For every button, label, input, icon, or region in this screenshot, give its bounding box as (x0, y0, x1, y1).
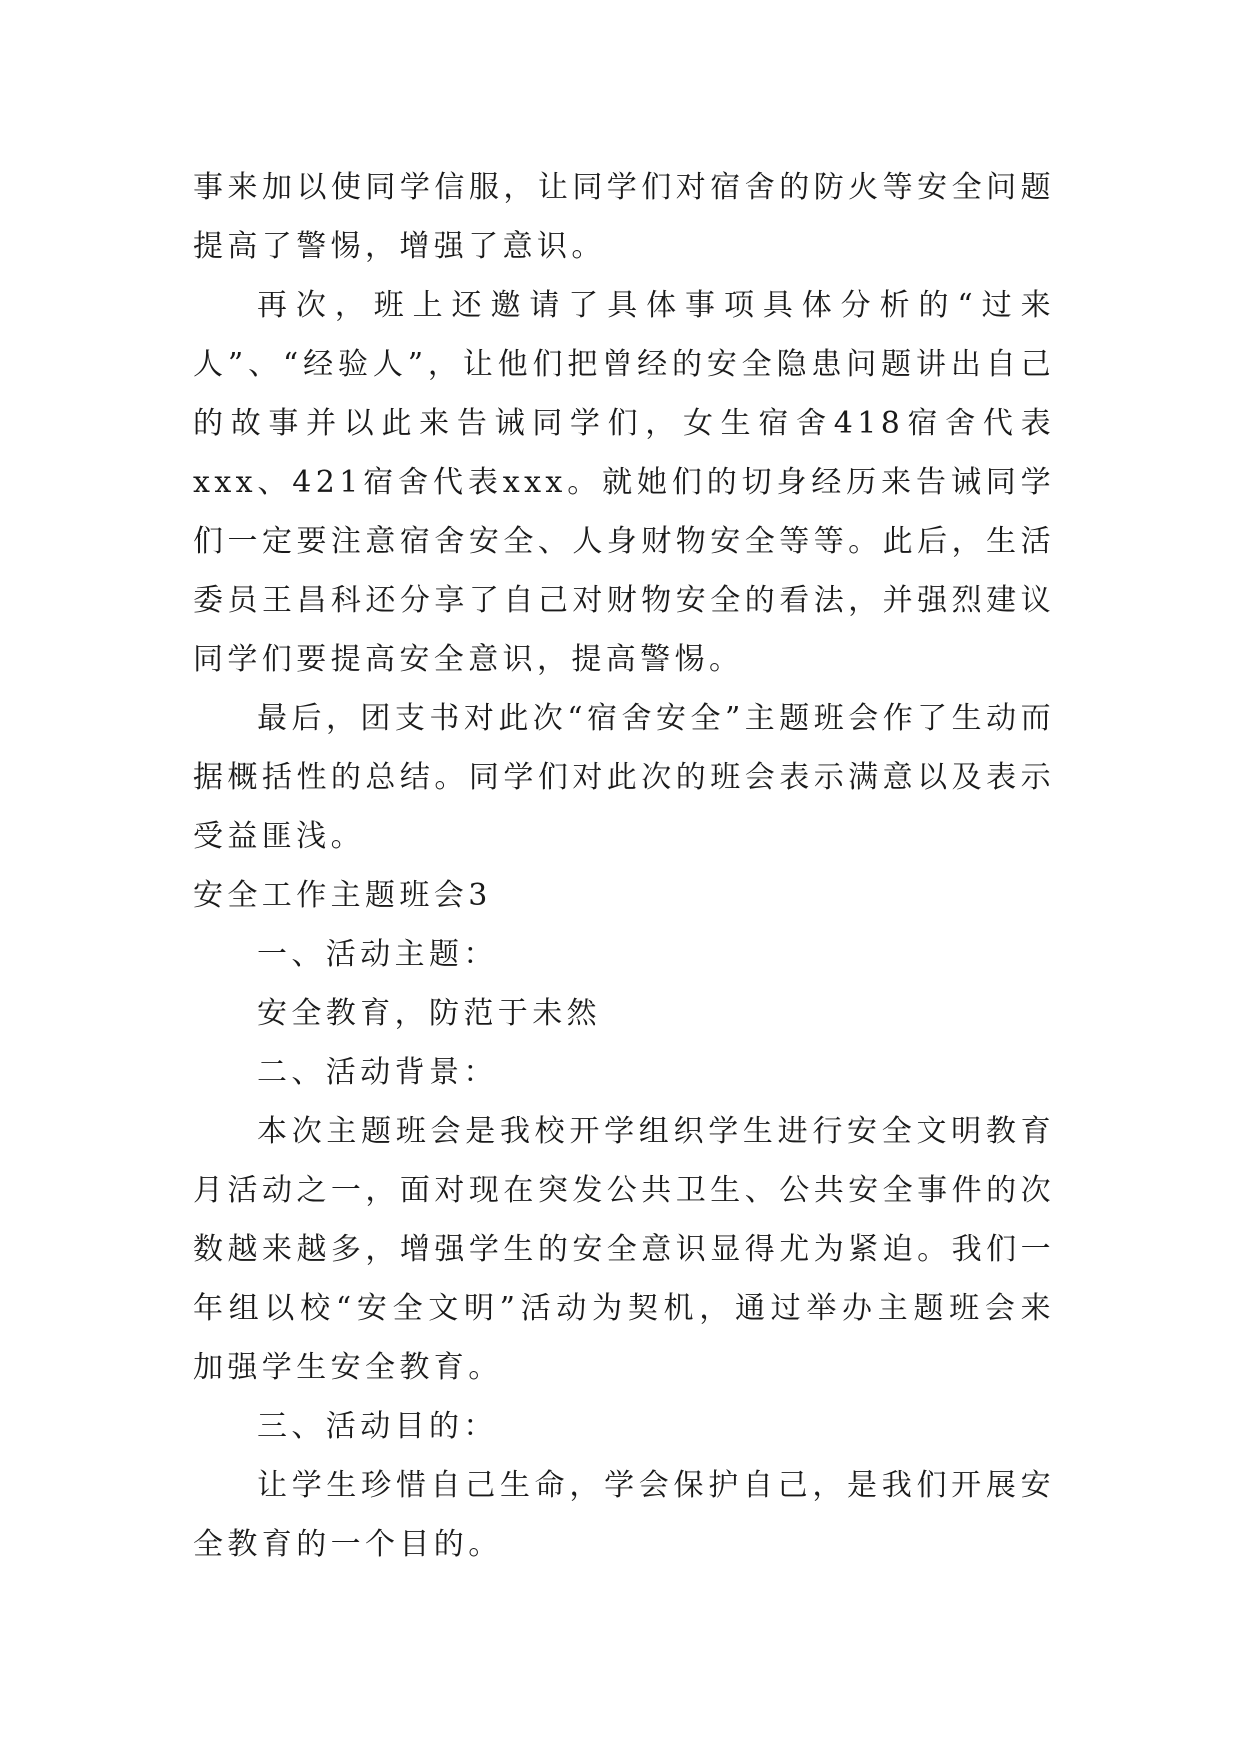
section-title: 安全工作主题班会3 (193, 878, 492, 913)
paragraph-again: 再次，班上还邀请了具体事项具体分析的“过来人”、“经验人”，让他们把曾经的安全隐患问题讲出自己的故事并以此来告诫同学们，女生宿舍418宿舍代表xxx、421宿舍代表xxx。就她们的切身经历来告诫同学们一定要注意宿舍安全、人身财物安全等等。此后，生活委员王昌科还分享了自己对财物安全的看法，并强烈建议同学们要提高安全意识，提高警惕。 (193, 288, 1055, 677)
activity-background-heading: 二、活动背景： (257, 1055, 498, 1090)
activity-purpose-text: 让学生珍惜自己生命，学会保护自己，是我们开展安全教育的一个目的。 (193, 1468, 1055, 1562)
document-body (193, 158, 1055, 1574)
activity-theme-heading: 一、活动主题： (257, 937, 498, 972)
activity-background-text: 本次主题班会是我校开学组织学生进行安全文明教育月活动之一，面对现在突发公共卫生、公共安全事件的次数越来越多，增强学生的安全意识显得尤为紧迫。我们一年组以校“安全文明”活动为契机，通过举办主题班会来加强学生安全教育。 (193, 1114, 1055, 1385)
activity-purpose-heading: 三、活动目的： (257, 1409, 498, 1444)
paragraph-finally: 最后，团支书对此次“宿舍安全”主题班会作了生动而据概括性的总结。同学们对此次的班会表示满意以及表示受益匪浅。 (193, 701, 1055, 854)
activity-theme-text: 安全教育，防范于未然 (257, 996, 601, 1031)
paragraph-continuation: 事来加以使同学信服，让同学们对宿舍的防火等安全问题提高了警惕，增强了意识。 (193, 170, 1055, 264)
